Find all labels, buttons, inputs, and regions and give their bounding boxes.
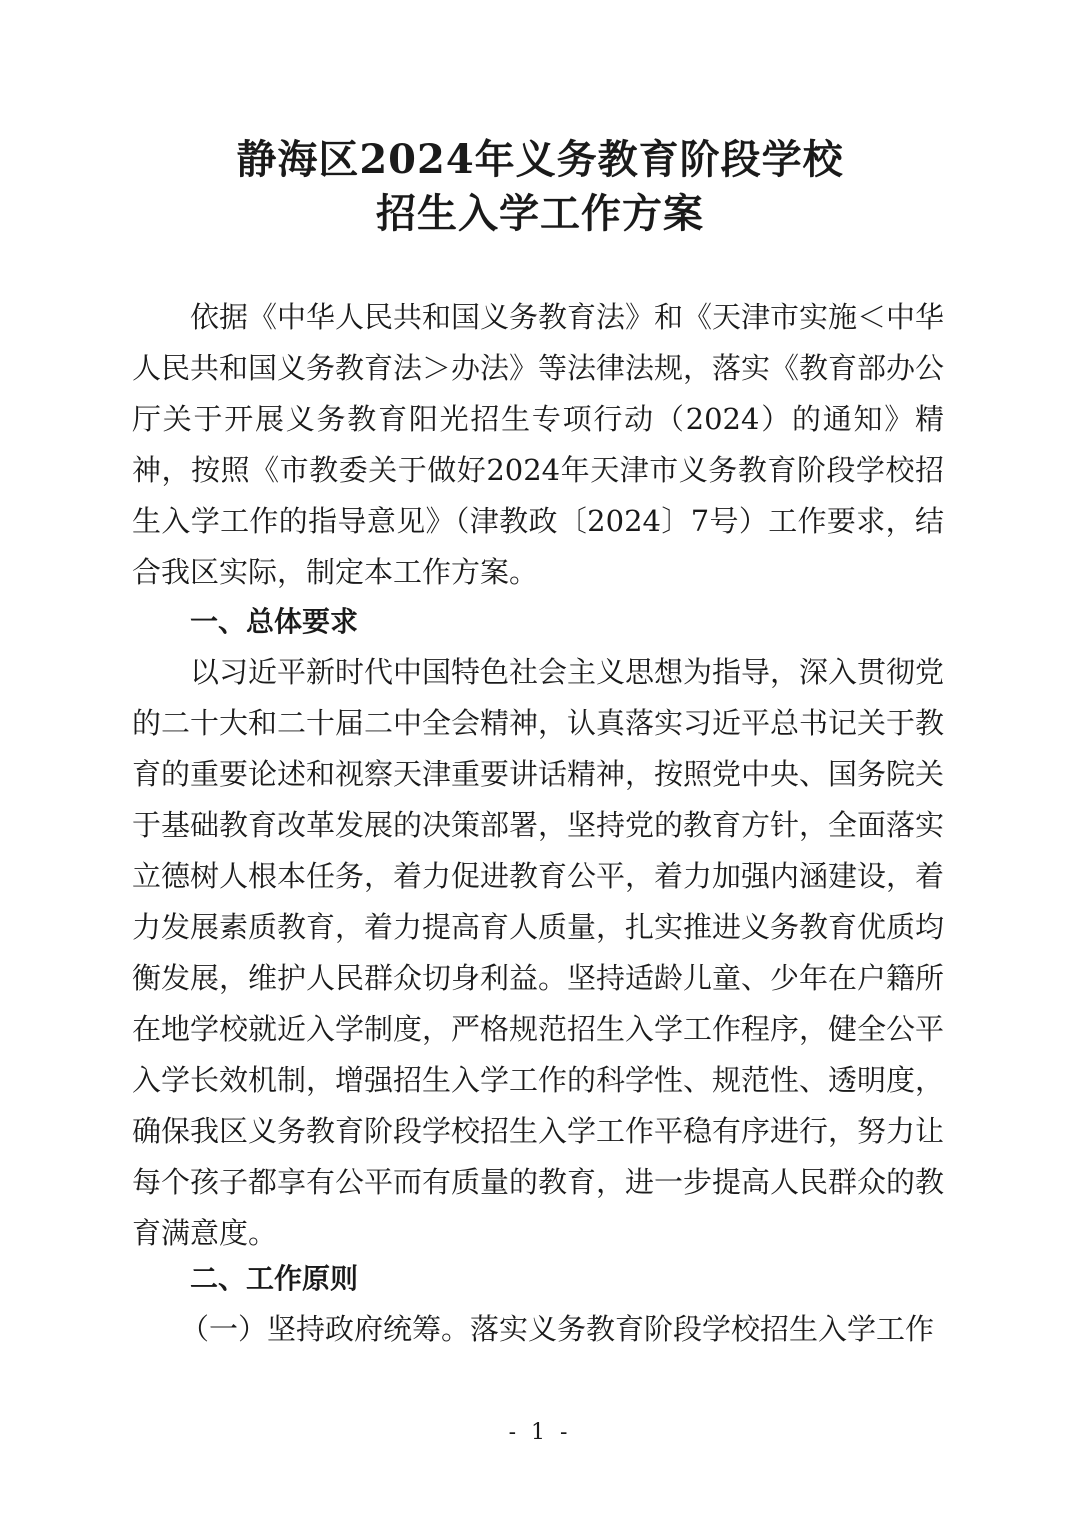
page-number: - 1 - <box>508 1420 572 1445</box>
section-1-paragraph: 以习近平新时代中国特色社会主义思想为指导，深入贯彻党的二十大和二十届二中全会精神，认真落实习近平总书记关于教育的重要论述和视察天津重要讲话精神，按照党中央、国务院关于基础教育改革发展的决策部署，坚持党的教育方针，全面落实立德树人根本任务，着力促进教育公平，着力加强内涵建设，着力发展素质教育，着力提高育人质量，扎实推进义务教育优质均衡发展，维护人民群众切身利益。坚持适龄儿童、少年在户籍所在地学校就近入学制度，严格规范招生入学工作程序，健全公平入学长效机制，增强招生入学工作的科学性、规范性、透明度，确保我区义务教育阶段学校招生入学工作平稳有序进行，努力让每个孩子都享有公平而有质量的教育，进一步提高人民群众的教育满意度。 <box>132 655 945 1250</box>
section-2-item-1: （一）坚持政府统筹。落实义务教育阶段学校招生入学工作 <box>180 1312 935 1346</box>
section-1-heading: 一、总体要求 <box>190 605 359 638</box>
section-2-heading: 二、工作原则 <box>190 1262 359 1295</box>
document-title-line-2: 招生入学工作方案 <box>376 190 704 237</box>
intro-paragraph: 依据《中华人民共和国义务教育法》和《天津市实施＜中华人民共和国义务教育法＞办法》等法律法规，落实《教育部办公厅关于开展义务教育阳光招生专项行动（2024）的通知》精神，按照《市教委关于做好2024年天津市义务教育阶段学校招生入学工作的指导意见》（津教政〔2024〕7号）工作要求，结合我区实际，制定本工作方案。 <box>132 300 945 589</box>
document-title-line-1: 静海区2024年义务教育阶段学校 <box>236 136 844 183</box>
